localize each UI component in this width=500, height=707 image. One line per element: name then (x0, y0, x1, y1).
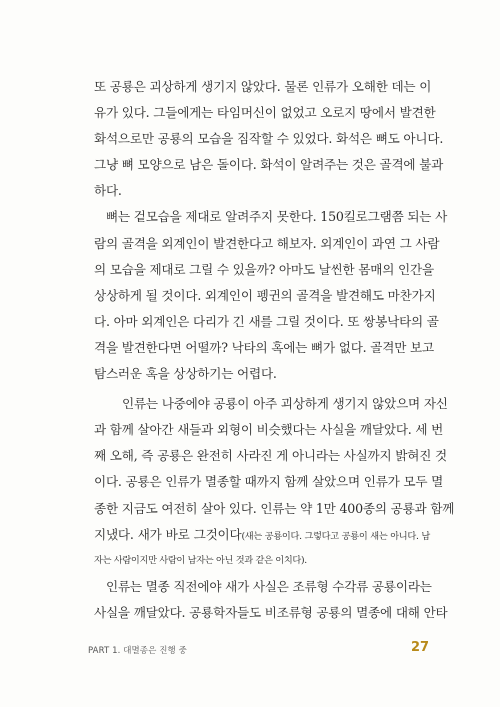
footnote-line: 자는 사람이지만 사람이 남자는 아닌 것과 같은 이치다). (94, 554, 307, 566)
text-line: 하다. (94, 183, 122, 199)
text-line: 또 공룡은 괴상하게 생기지 않았다. 물론 인류가 오해한 데는 이 (94, 79, 432, 94)
text-line: 람의 골격을 외계인이 발견한다고 해보자. 외계인이 과연 그 사람 (94, 235, 440, 251)
text-line: 이다. 공룡은 인류가 멸종할 때까지 함께 살았으며 인류가 모두 멸 (94, 474, 444, 490)
text-line: 인류는 멸종 직전에야 새가 사실은 조류형 수각류 공룡이라는 (106, 578, 432, 594)
text-line: 그냥 뼈 모양으로 남은 돌이다. 화석이 알려주는 것은 골격에 불과 (94, 157, 444, 173)
text-line: 과 함께 살아간 새들과 외형이 비슷했다는 사실을 깨달았다. 세 번 (94, 422, 444, 438)
text-line: 의 모습을 제대로 그릴 수 있을까? 아마도 날씬한 몸매의 인간을 (94, 261, 434, 277)
text-line: 격을 발견한다면 어떨까? 낙타의 혹에는 뼈가 없다. 골격만 보고 (94, 339, 434, 355)
text-line: 탐스러운 혹을 상상하기는 어렵다. (94, 366, 277, 382)
text-line: 화석으로만 공룡의 모습을 짐작할 수 있었다. 화석은 뼈도 아니다. (94, 131, 444, 147)
text-line-with-note (94, 522, 430, 548)
running-footer: PART 1. 대멸종은 진행 중 (88, 646, 187, 656)
text-line: 사실을 깨달았다. 공룡학자들도 비조류형 공룡의 멸종에 대해 안타 (94, 604, 448, 620)
text-line: 뼈는 겉모습을 제대로 알려주지 못한다. 150킬로그램쯤 되는 사 (106, 209, 448, 225)
footnote-inline: (새는 공룡이다. 그렇다고 공룡이 새는 아니다. 남 (241, 530, 430, 542)
text-line: 다. 아마 외계인은 다리가 긴 새를 그릴 것이다. 또 쌍봉낙타의 골 (94, 313, 439, 329)
body-text (94, 74, 455, 626)
text-line: 종한 지금도 여전히 살아 있다. 인류는 약 1만 400종의 공룡과 함께 (94, 500, 455, 516)
text-segment: 지냈다. 새가 바로 그것이다 (94, 526, 242, 542)
text-line: 유가 있다. 그들에게는 타임머신이 없었고 오로지 땅에서 발견한 (94, 105, 436, 121)
text-line: 상상하게 될 것이다. 외계인이 펭귄의 골격을 발견해도 마찬가지 (94, 287, 436, 303)
text-line: 째 오해, 즉 공룡은 완전히 사라진 게 아니라는 사실까지 밝혀진 것 (94, 448, 447, 464)
text-line: 인류는 나중에야 공룡이 아주 괴상하게 생기지 않았으며 자신 (122, 396, 448, 412)
page-number: 27 (411, 640, 430, 655)
